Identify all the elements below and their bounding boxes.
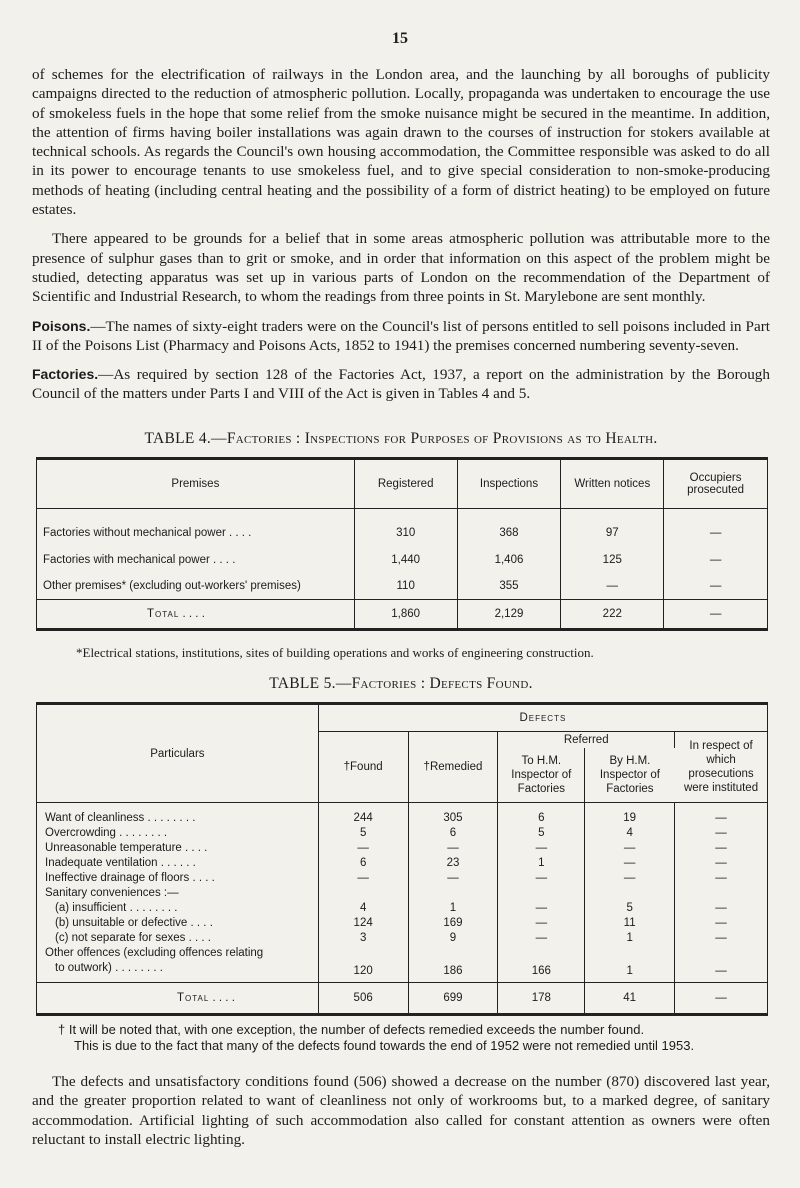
table5-cell-prosecutions: — [715, 965, 727, 977]
table5-title [32, 675, 770, 693]
dagger-note-line-2: This is due to the fact that many of the defects found towards the end of 1952 were not remedied until 1953. [74, 1037, 695, 1053]
table4-total-registered: 1,860 [354, 600, 457, 630]
table5-title-prefix: TABLE 5.— [269, 675, 352, 692]
table5-cell-to-hm: — [498, 916, 585, 931]
table5-cell-by-hm: 1 [585, 961, 675, 983]
table5-cell-found: 120 [318, 961, 408, 983]
table5-cell-found: 4 [318, 901, 408, 916]
table5-cell-by-hm [585, 946, 675, 961]
factories-text: —As required by section 128 of the Factories Act, 1937, a report on the administration by the Borough Council of the matters under Parts I and VIII of the Act is given in Tables 4 and 5. [32, 366, 770, 403]
table5-cell-prosecutions [675, 886, 768, 901]
table5-cell-prosecutions: — [715, 812, 727, 824]
table-row [37, 961, 768, 983]
table5-cell-found: 3 [318, 931, 408, 946]
table5-cell-remedied: — [408, 841, 498, 856]
table5-header-particulars: Particulars [37, 704, 319, 803]
table5-cell-by-hm: — [585, 871, 675, 886]
table5-cell-remedied [408, 946, 498, 961]
table5-cell-to-hm: — [498, 871, 585, 886]
table4-header-premises: Premises [37, 459, 355, 509]
table5-cell-found [318, 886, 408, 901]
table5-header-row-1 [37, 704, 768, 732]
table4-cell-notices: 125 [561, 547, 664, 573]
table4-cell-prosecuted: — [709, 580, 722, 592]
table5-row-label: Overcrowding . . . . . . . . [37, 826, 319, 841]
table5-cell-found: 124 [318, 916, 408, 931]
table4-title [32, 430, 770, 448]
table4-cell-registered: 1,440 [354, 547, 457, 573]
table5-cell-to-hm: — [498, 901, 585, 916]
table-row [37, 856, 768, 871]
table5-cell-by-hm: 5 [585, 901, 675, 916]
table4-cell-notices: — [561, 573, 664, 600]
table5-row-label: Unreasonable temperature . . . . [37, 841, 319, 856]
table-row [37, 841, 768, 856]
table-row [37, 803, 768, 827]
table4-total-prosecuted: — [664, 600, 768, 630]
table5-defects-found [36, 702, 768, 1016]
poisons-text: —The names of sixty-eight traders were on the Council's list of persons entitled to sell poisons included in Part II of the Poisons List (Pharmacy and Poisons Acts, 1852 to 1941) the premises concerned numbering seventy-seven. [32, 317, 770, 354]
table5-cell-remedied: 169 [408, 916, 498, 931]
table5-cell-prosecutions: — [715, 857, 727, 869]
table5-total-label: Total . . . . [37, 983, 319, 1015]
poisons-heading: Poisons. [32, 317, 91, 334]
paragraph-closing: The defects and unsatisfactory conditions found (506) showed a decrease on the number (870) discovered last year, and the greater proportion related to want of cleanliness not only of workrooms but, to a marked degree, of sanitary accommodation. Artificial lighting of such accommodation also called for constant attention as owners were often reluctant to install electric lighting. [32, 1073, 770, 1148]
table5-total-found: 506 [318, 983, 408, 1015]
dagger-note-line-1: † It will be noted that, with one exception, the number of defects remedied exceeds the number found. [58, 1022, 645, 1037]
table-row [37, 547, 768, 573]
table-row [37, 573, 768, 600]
table5-cell-to-hm: 166 [498, 961, 585, 983]
table5-cell-by-hm: 11 [585, 916, 675, 931]
table5-cell-found [318, 946, 408, 961]
table-row [37, 509, 768, 548]
table5-cell-to-hm: 6 [498, 803, 585, 827]
table-row [37, 946, 768, 961]
table5-row-label: (a) insufficient . . . . . . . . [37, 901, 319, 916]
table5-cell-remedied: 9 [408, 931, 498, 946]
table5-header-referred: Referred [498, 732, 675, 749]
table4-cell-prosecuted: — [709, 527, 722, 539]
table5-row-label: Inadequate ventilation . . . . . . [37, 856, 319, 871]
table-row [37, 886, 768, 901]
table5-total-prosecutions: — [675, 983, 768, 1015]
table-row [37, 901, 768, 916]
table4-header-inspections: Inspections [457, 459, 561, 509]
table5-cell-to-hm: 1 [498, 856, 585, 871]
table-row [37, 826, 768, 841]
table5-total-by-hm: 41 [585, 983, 675, 1015]
body-text-top [32, 65, 770, 414]
table5-header-prosecutions: In respect of which prosecutions were instituted [675, 732, 768, 803]
table4-footnote: *Electrical stations, institutions, sites of building operations and works of engineering construction. [76, 645, 594, 660]
table5-cell-by-hm: — [585, 841, 675, 856]
table-row [37, 871, 768, 886]
table5-cell-remedied: 23 [408, 856, 498, 871]
table5-total-remedied: 699 [408, 983, 498, 1015]
table5-cell-found: 6 [318, 856, 408, 871]
table5-cell-to-hm [498, 946, 585, 961]
table4-title-rest: Factories : Inspections for Purposes of Provisions as to Health. [226, 430, 658, 447]
table4-header-written-notices: Written notices [561, 459, 664, 509]
table5-row-label: (b) unsuitable or defective . . . . [37, 916, 319, 931]
table5-cell-to-hm: 5 [498, 826, 585, 841]
table5-cell-remedied [408, 886, 498, 901]
page-number: 15 [392, 30, 408, 47]
table4-total-inspections: 2,129 [457, 600, 561, 630]
factories-heading: Factories. [32, 366, 99, 383]
table5-row-label: Other offences (excluding offences relating [37, 946, 319, 961]
table5-cell-prosecutions [675, 946, 768, 961]
table5-cell-to-hm: — [498, 931, 585, 946]
table4-cell-registered: 310 [354, 509, 457, 548]
table5-cell-to-hm: — [498, 841, 585, 856]
table5-header-by-hm-inspector: By H.M. Inspector of Factories [585, 748, 675, 803]
table5-cell-found: 244 [318, 803, 408, 827]
paragraph-factories [32, 365, 770, 404]
table5-header-defects: Defects [318, 704, 767, 732]
table4-cell-notices: 97 [561, 509, 664, 548]
table5-row-label: Want of cleanliness . . . . . . . . [37, 803, 319, 827]
table5-cell-prosecutions: — [715, 917, 727, 929]
table4-cell-inspections: 368 [457, 509, 561, 548]
table4-header-occupiers-prosecuted: Occupiers prosecuted [664, 459, 768, 509]
table5-cell-found: — [318, 871, 408, 886]
table5-header-remedied: †Remedied [408, 732, 498, 803]
table4-row-label: Other premises* (excluding out-workers' premises) [37, 573, 355, 600]
table4-cell-registered: 110 [354, 573, 457, 600]
table5-title-rest: Factories : Defects Found. [351, 675, 533, 692]
table5-cell-prosecutions: — [715, 902, 727, 914]
table4-total-notices: 222 [561, 600, 664, 630]
table4-cell-prosecuted: — [709, 554, 722, 566]
table5-total-to-hm: 178 [498, 983, 585, 1015]
table5-dagger-footnote [58, 1022, 758, 1053]
table4-total-label: Total . . . . [37, 600, 355, 630]
paragraph-poisons [32, 317, 770, 356]
table5-cell-found: — [318, 841, 408, 856]
table5-row-label: Ineffective drainage of floors . . . . [37, 871, 319, 886]
table5-cell-by-hm: 1 [585, 931, 675, 946]
table5-cell-remedied: 1 [408, 901, 498, 916]
table5-cell-prosecutions: — [715, 842, 727, 854]
table5-header-to-hm-inspector: To H.M. Inspector of Factories [498, 748, 585, 803]
body-text-bottom [32, 1072, 770, 1159]
table4-header-row [37, 459, 768, 509]
table4-cell-inspections: 1,406 [457, 547, 561, 573]
table5-cell-remedied: — [408, 871, 498, 886]
table5-row-label: to outwork) . . . . . . . . [37, 961, 319, 983]
table4-header-registered: Registered [354, 459, 457, 509]
table5-cell-prosecutions: — [715, 932, 727, 944]
table5-cell-found: 5 [318, 826, 408, 841]
table4-cell-inspections: 355 [457, 573, 561, 600]
table4-title-prefix: TABLE 4.— [144, 430, 227, 447]
table5-header-found: †Found [318, 732, 408, 803]
table5-cell-remedied: 305 [408, 803, 498, 827]
table4-row-label: Factories with mechanical power . . . . [37, 547, 355, 573]
table4-total-row [37, 600, 768, 630]
table5-cell-remedied: 186 [408, 961, 498, 983]
table4-row-label: Factories without mechanical power . . . . [37, 509, 355, 548]
table5-row-label: (c) not separate for sexes . . . . [37, 931, 319, 946]
paragraph-schemes: of schemes for the electrification of railways in the London area, and the launching by all boroughs of publicity campaigns directed to the reduction of atmospheric pollution. Locally, propaganda was undertaken to encourage the use of smokeless fuels in the hope that some relief from the smoke nuisance might be secured in the meantime. In addition, the attention of firms having boiler installations was again drawn to the courses of instruction for stokers available at technical schools. As regards the Council's own housing accommodation, the Committee responsible was asked to do all in its power to encourage tenants to use smokeless fuel, and to give special consideration to non-smoke-producing methods of heating (including central heating and the possibility of a form of district heating) to be employed on future estates. [32, 66, 770, 219]
table5-cell-prosecutions: — [715, 827, 727, 839]
table5-cell-by-hm: 19 [585, 803, 675, 827]
table-row [37, 916, 768, 931]
table5-total-row [37, 983, 768, 1015]
table5-cell-by-hm: — [585, 856, 675, 871]
table5-cell-by-hm: 4 [585, 826, 675, 841]
table4-factories-inspections [36, 457, 768, 631]
table5-cell-by-hm [585, 886, 675, 901]
table-row [37, 931, 768, 946]
table5-cell-remedied: 6 [408, 826, 498, 841]
table5-cell-to-hm [498, 886, 585, 901]
table5-cell-prosecutions: — [715, 872, 727, 884]
table5-row-label: Sanitary conveniences :— [37, 886, 319, 901]
paragraph-sulphur-gases: There appeared to be grounds for a belief that in some areas atmospheric pollution was attributable more to the presence of sulphur gases than to grit or smoke, and in order that information on this aspect of the problem might be studied, detecting apparatus was set up in various parts of London on the recommendation of the Department of Scientific and Industrial Research, to whom the readings from three points in St. Marylebone are sent monthly. [32, 230, 770, 306]
